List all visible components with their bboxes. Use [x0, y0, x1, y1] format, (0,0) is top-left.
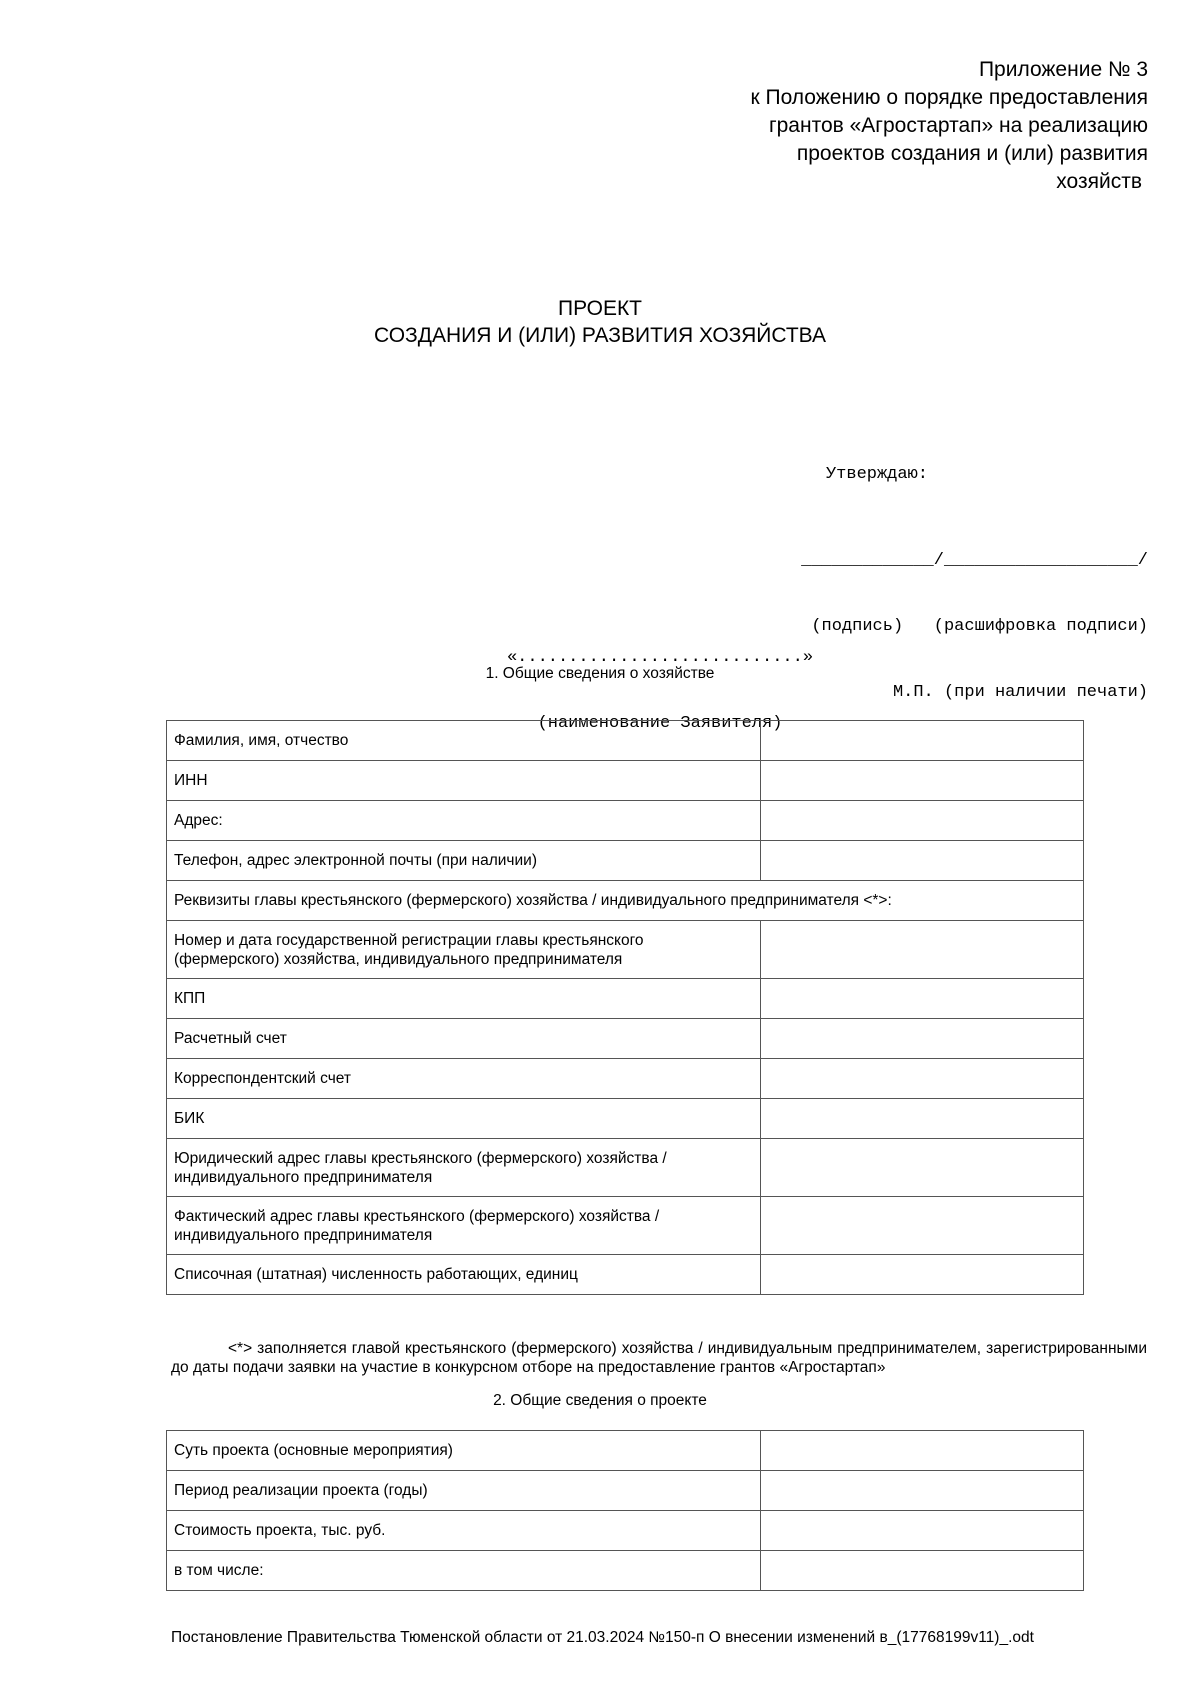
document-footer: Постановление Правительства Тюменской области от 21.03.2024 №150-п О внесении изменений в_(17768199v11)_.odt: [171, 1629, 1034, 1646]
appendix-line: Приложение № 3: [978, 58, 1148, 81]
table-row: [167, 1019, 1084, 1059]
table-row: [167, 1471, 1084, 1511]
row-label: Фактический адрес главы крестьянского (фермерского) хозяйства / индивидуального предпринимателя: [167, 1197, 761, 1255]
value-cell[interactable]: [761, 1197, 1084, 1255]
table-row: [167, 881, 1084, 921]
row-label: Телефон, адрес электронной почты (при наличии): [167, 841, 761, 881]
row-label: в том числе:: [167, 1551, 761, 1591]
row-label: Стоимость проекта, тыс. руб.: [167, 1511, 761, 1551]
table-row: [167, 761, 1084, 801]
value-cell[interactable]: [761, 979, 1084, 1019]
row-label: Юридический адрес главы крестьянского (фермерского) хозяйства / индивидуального предпринимателя: [167, 1139, 761, 1197]
value-cell[interactable]: [761, 801, 1084, 841]
row-label: Период реализации проекта (годы): [167, 1471, 761, 1511]
document-title: [300, 295, 900, 349]
project-info-table: [166, 1430, 1084, 1591]
value-cell[interactable]: [761, 1099, 1084, 1139]
table-row: [167, 1551, 1084, 1591]
approval-label: Утверждаю:: [825, 465, 928, 484]
signature-caption: (подпись) (расшифровка подписи): [811, 617, 1148, 636]
table-row: [167, 1511, 1084, 1551]
signature-line: _____________/___________________/: [801, 551, 1148, 570]
row-label: Списочная (штатная) численность работающих, единиц: [167, 1255, 761, 1295]
row-label: Расчетный счет: [167, 1019, 761, 1059]
value-cell[interactable]: [760, 1431, 1083, 1471]
value-cell[interactable]: [761, 1059, 1084, 1099]
row-label: КПП: [167, 979, 761, 1019]
table-row: [167, 1139, 1084, 1197]
table-row: [167, 1431, 1084, 1471]
table-row: [167, 1099, 1084, 1139]
value-cell[interactable]: [761, 1019, 1084, 1059]
footnote: <*> заполняется главой крестьянского (фермерского) хозяйства / индивидуальным предпринимателем, зарегистрированными до даты подачи заявки на участие в конкурсном отборе на предоставление грантов «Агростартап»: [171, 1340, 1147, 1376]
row-label: Номер и дата государственной регистрации главы крестьянского (фермерского) хозяйства, индивидуального предпринимателя: [167, 921, 761, 979]
table-row: [167, 1255, 1084, 1295]
value-cell[interactable]: [760, 1471, 1083, 1511]
row-label: Суть проекта (основные мероприятия): [167, 1431, 761, 1471]
row-label: Фамилия, имя, отчество: [167, 721, 761, 761]
title-line-1: ПРОЕКТ: [557, 297, 643, 320]
row-label: ИНН: [167, 761, 761, 801]
appendix-line: к Положению о порядке предоставления: [750, 86, 1148, 109]
table-row: [167, 1197, 1084, 1255]
appendix-line: грантов «Агростартап» на реализацию: [768, 114, 1148, 137]
value-cell[interactable]: [761, 1139, 1084, 1197]
value-cell[interactable]: [761, 1255, 1084, 1295]
applicant-caption: (наименование Заявителя): [537, 714, 783, 733]
value-cell[interactable]: [761, 761, 1084, 801]
value-cell[interactable]: [761, 921, 1084, 979]
appendix-line: хозяйств: [1056, 170, 1142, 193]
row-label: БИК: [167, 1099, 761, 1139]
farm-info-table: [166, 720, 1084, 1295]
table-row: [167, 841, 1084, 881]
table-row: [167, 721, 1084, 761]
section-1-heading: 1. Общие сведения о хозяйстве: [485, 665, 715, 682]
section-2-heading: 2. Общие сведения о проекте: [493, 1392, 707, 1409]
row-label: Адрес:: [167, 801, 761, 841]
row-label-merged: Реквизиты главы крестьянского (фермерского) хозяйства / индивидуального предпринимателя <*>:: [167, 881, 1084, 921]
appendix-line: проектов создания и (или) развития: [796, 142, 1148, 165]
table-row: [167, 921, 1084, 979]
row-label: Корреспондентский счет: [167, 1059, 761, 1099]
table-row: [167, 979, 1084, 1019]
value-cell[interactable]: [761, 841, 1084, 881]
applicant-placeholder: «............................»: [506, 648, 814, 667]
table-row: [167, 801, 1084, 841]
value-cell[interactable]: [760, 1551, 1083, 1591]
value-cell[interactable]: [760, 1511, 1083, 1551]
table-row: [167, 1059, 1084, 1099]
appendix-header: [628, 56, 1148, 196]
value-cell[interactable]: [761, 721, 1084, 761]
seal-caption: М.П. (при наличии печати): [892, 683, 1148, 702]
title-line-2: СОЗДАНИЯ И (ИЛИ) РАЗВИТИЯ ХОЗЯЙСТВА: [374, 324, 826, 347]
